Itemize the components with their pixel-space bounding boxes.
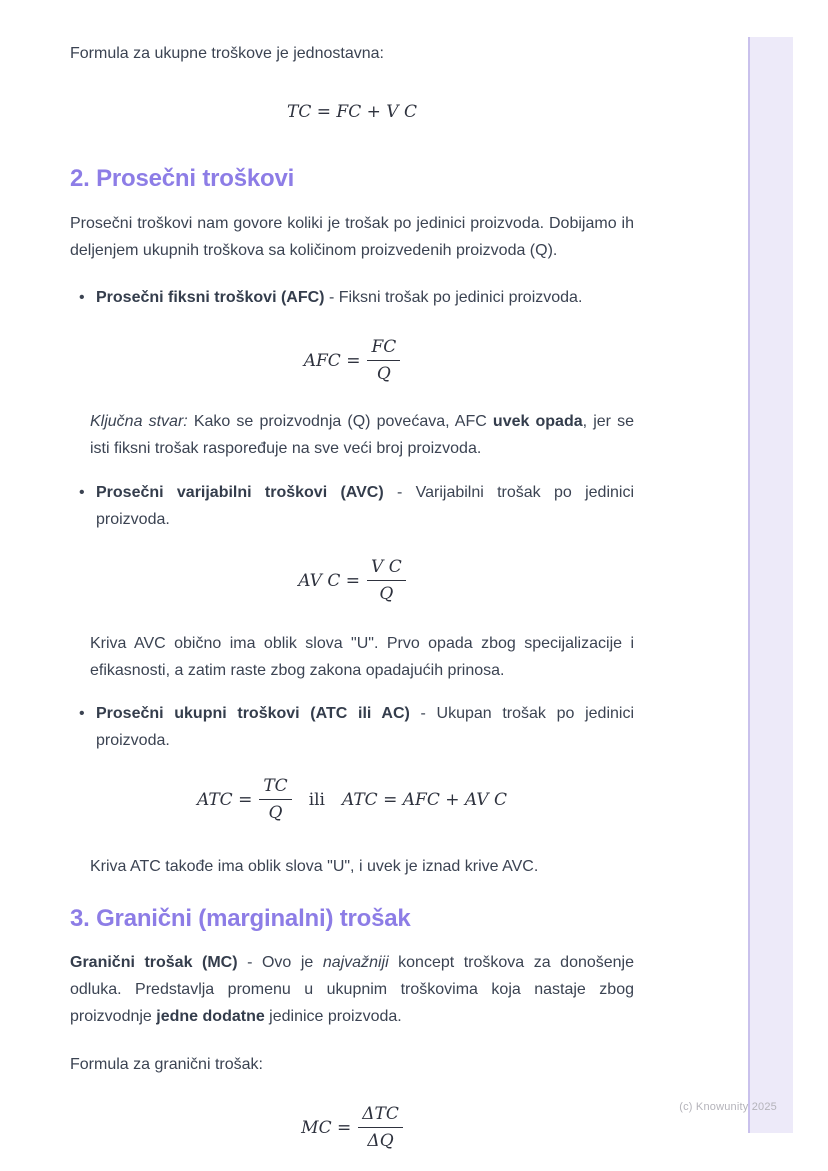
formula-avc [70, 555, 634, 606]
mc-formula-intro: Formula za granični trošak: [70, 1056, 263, 1073]
list-item-avc-text [96, 479, 634, 533]
tc-formula-intro: Formula za ukupne troškove je jednostavna: [70, 45, 384, 62]
list-item-afc-text [96, 284, 634, 311]
formula-afc [70, 335, 634, 386]
formula-atc-rhs: ATC = AFC + AV C [342, 789, 507, 810]
list-item-afc [70, 284, 634, 311]
avc-desc: - Varijabilni trošak po jedinici proizvoda. [96, 484, 634, 528]
avc-note: Kriva AVC obično ima oblik slova "U". Prvo opada zbog specijalizacije i efikasnosti, a zatim raste zbog zakona opadajućih prinosa. [90, 635, 634, 679]
mc-bold2: jedne dodatne [156, 1008, 265, 1025]
formula-avc-text [298, 555, 405, 606]
atc-bullet-group [70, 700, 634, 880]
document-content [70, 0, 634, 1153]
atc-desc: - Ukupan trošak po jedinici proizvoda. [96, 705, 635, 749]
afc-bullet-group [70, 284, 634, 462]
next-page-edge-stripe [748, 37, 793, 1133]
formula-mc-text [301, 1102, 403, 1153]
formula-afc-fraction [367, 335, 400, 386]
afc-note-lead: Ključna stvar: [90, 413, 188, 430]
formula-mc-fraction [358, 1102, 403, 1153]
formula-atc-numerator: TC [259, 774, 291, 800]
section-3-heading: 3. Granični (marginalni) trošak [70, 905, 411, 932]
mc-mid1: - Ovo je [237, 954, 323, 971]
mc-tail: jedinice proizvoda. [264, 1008, 402, 1025]
formula-atc-denominator: Q [268, 803, 283, 823]
list-item-atc [70, 700, 634, 754]
section-2-heading: 2. Prosečni troškovi [70, 165, 295, 192]
mc-paragraph [70, 949, 634, 1030]
formula-tc-text: TC = FC + V C [287, 102, 417, 122]
afc-note-tail: , jer se isti fiksni trošak raspoređuje na sve veći broj proizvoda. [90, 413, 635, 457]
formula-mc-denominator: ΔQ [367, 1131, 394, 1151]
afc-note-mid: Kako se proizvodnja (Q) povećava, AFC [187, 413, 493, 430]
formula-mc-lhs: MC = [301, 1117, 352, 1138]
formula-afc-lhs: AFC = [303, 350, 361, 371]
formula-mc [70, 1102, 634, 1153]
formula-avc-denominator: Q [379, 584, 394, 604]
afc-note-bold: uvek opada [492, 413, 583, 430]
avc-bullet-group [70, 479, 634, 684]
formula-atc-connector: ili [308, 789, 325, 810]
list-item-atc-text [96, 700, 634, 754]
atc-term: Prosečni ukupni troškovi (ATC ili AC) [96, 705, 410, 722]
afc-term: Prosečni fiksni troškovi (AFC) [96, 289, 325, 306]
mc-term: Granični trošak (MC) [70, 954, 238, 971]
formula-afc-text [304, 335, 401, 386]
watermark: (c) Knowunity 2025 [679, 1101, 777, 1113]
list-item-avc [70, 479, 634, 533]
formula-afc-numerator: FC [367, 335, 400, 361]
section-2-intro: Prosečni troškovi nam govore koliki je trošak po jedinici proizvoda. Dobijamo ih deljenjem ukupnih troškova sa količinom proizvedenih proizvoda (Q). [70, 215, 634, 259]
formula-atc-text [197, 774, 507, 825]
formula-tc [70, 99, 634, 126]
formula-atc-fraction [259, 774, 291, 825]
formula-atc-lhs: ATC = [196, 789, 253, 810]
bullet-marker: • [79, 705, 85, 722]
mc-italic: najvažniji [322, 954, 389, 971]
formula-avc-fraction [367, 555, 406, 606]
formula-avc-lhs: AV C = [298, 570, 361, 591]
bullet-marker: • [79, 484, 85, 501]
bullet-marker: • [79, 289, 85, 306]
formula-mc-numerator: ΔTC [358, 1102, 403, 1128]
afc-note [90, 408, 634, 462]
mc-mid2: koncept troškova za donošenje odluka. Predstavlja promenu u ukupnim troškovima koja nastaje zbog proizvodnje [70, 954, 635, 1025]
formula-afc-denominator: Q [376, 364, 391, 384]
formula-atc [70, 774, 634, 825]
formula-avc-numerator: V C [367, 555, 406, 581]
atc-note: Kriva ATC takođe ima oblik slova "U", i uvek je iznad krive AVC. [90, 858, 539, 875]
avc-term: Prosečni varijabilni troškovi (AVC) [96, 484, 384, 501]
afc-desc: - Fiksni trošak po jedinici proizvoda. [324, 289, 583, 306]
